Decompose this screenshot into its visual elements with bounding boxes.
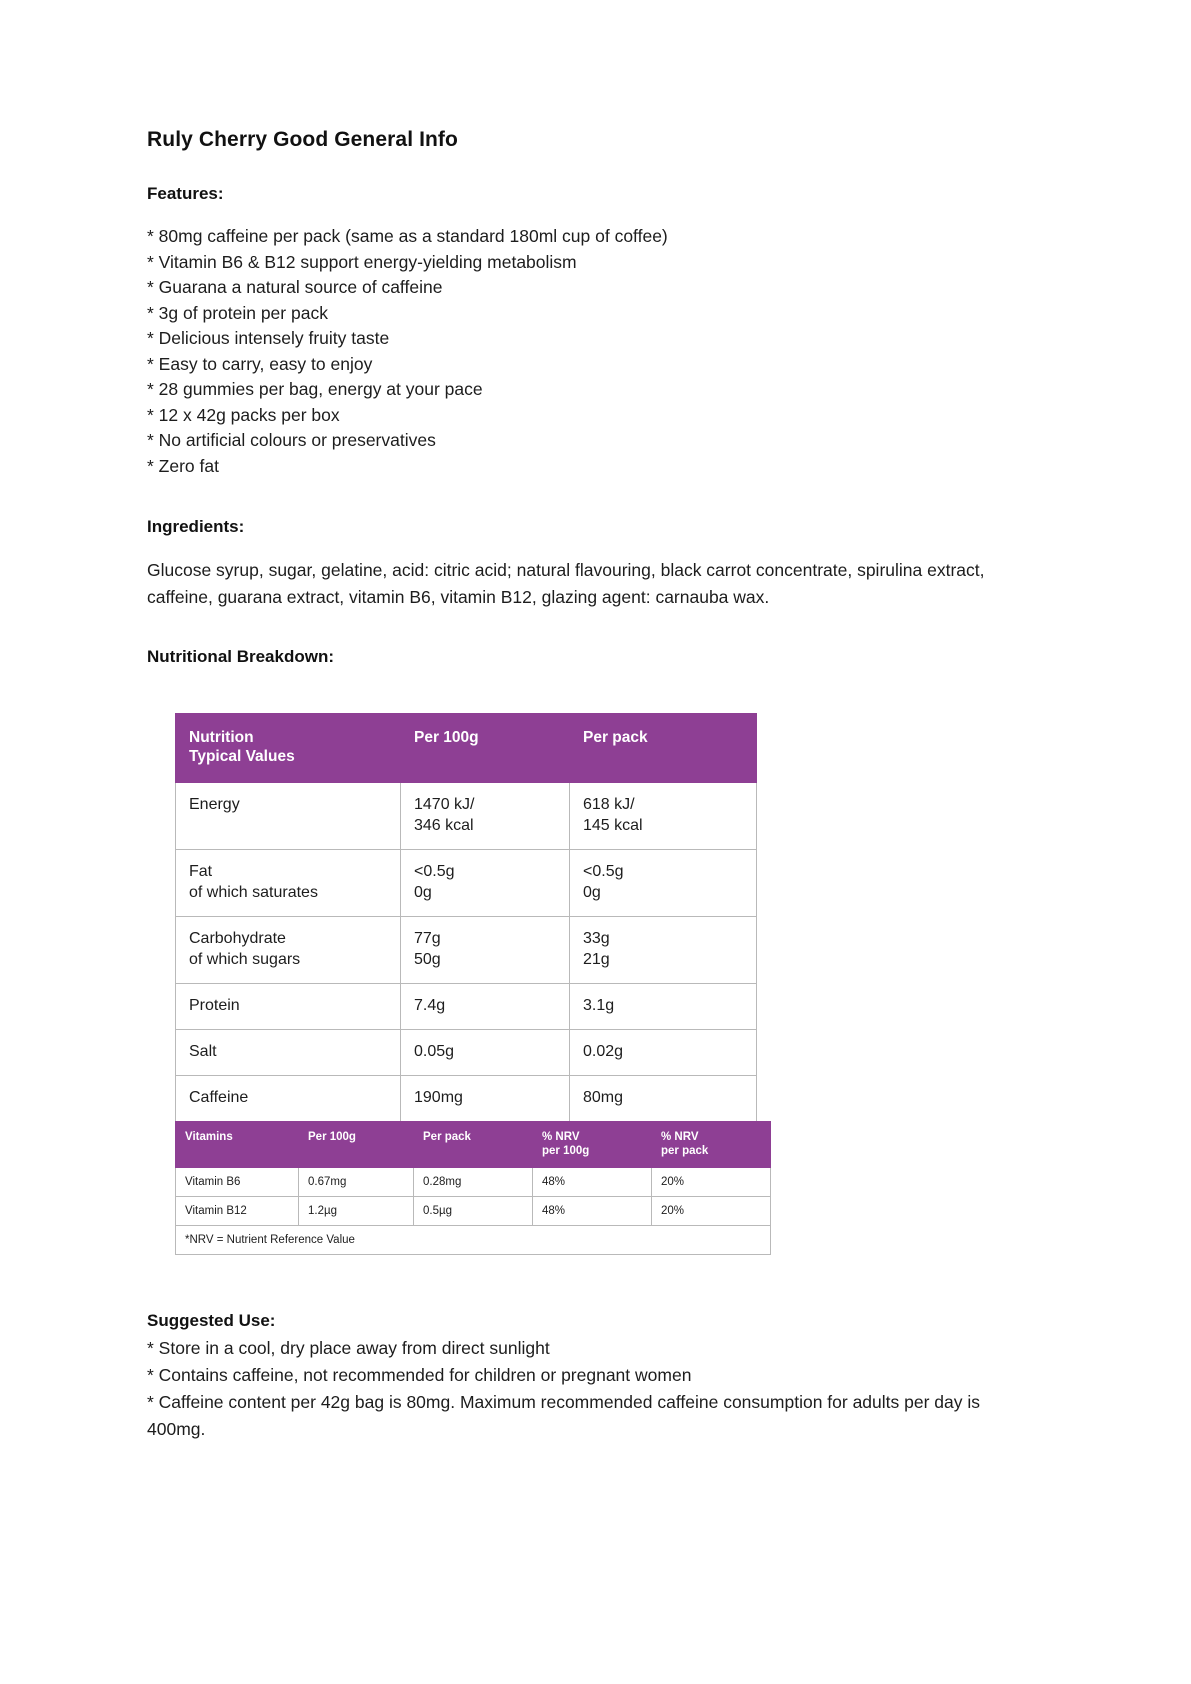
cell-line-1: 618 kJ/ — [583, 796, 635, 813]
cell-per-100g — [401, 917, 570, 984]
cell-per-pack: 3.1g — [570, 984, 757, 1030]
header-line-2: per pack — [661, 1145, 709, 1157]
row-label: Salt — [176, 1030, 401, 1076]
cell-line-1: <0.5g — [414, 863, 455, 880]
cell-per-pack — [570, 850, 757, 917]
list-item: * Store in a cool, dry place away from direct sunlight — [147, 1338, 550, 1358]
nutrition-table — [175, 713, 757, 1122]
row-label-line-2: of which sugars — [189, 951, 301, 968]
table-row — [176, 1030, 757, 1076]
vitamins-table-head — [176, 1122, 771, 1168]
cell-line-1: 77g — [414, 930, 441, 947]
row-label: Protein — [176, 984, 401, 1030]
cell-line-2: 145 kcal — [583, 817, 643, 834]
cell-per-100g — [401, 783, 570, 850]
table-row — [176, 783, 757, 850]
column-header-per-pack: Per pack — [570, 714, 757, 783]
cell-per-100g: 190mg — [401, 1076, 570, 1122]
cell-per-100g: 0.05g — [401, 1030, 570, 1076]
list-item: * 80mg caffeine per pack (same as a standard 180ml cup of coffee) — [147, 226, 668, 246]
vitamin-nrv-100g: 48% — [533, 1197, 652, 1226]
vitamin-per-pack: 0.5µg — [414, 1197, 533, 1226]
column-header-per-pack: Per pack — [414, 1122, 533, 1168]
column-header-nrv-per-pack — [652, 1122, 771, 1168]
features-heading: Features: — [147, 184, 224, 203]
list-item: * 3g of protein per pack — [147, 302, 328, 323]
cell-per-pack: 0.02g — [570, 1030, 757, 1076]
row-label-line-1: Carbohydrate — [189, 930, 286, 947]
list-item: * 28 gummies per bag, energy at your pace — [147, 379, 483, 399]
nutrition-table-wrapper — [175, 713, 709, 1255]
nutrition-heading: Nutritional Breakdown: — [147, 647, 335, 666]
list-item: * Contains caffeine, not recommended for children or pregnant women — [147, 1365, 692, 1385]
row-label — [176, 917, 401, 984]
list-item: * No artificial colours or preservatives — [147, 430, 436, 450]
vitamin-nrv-pack: 20% — [652, 1197, 771, 1226]
table-row — [176, 917, 757, 984]
cell-line-2: 21g — [583, 951, 610, 968]
list-item: * Guarana a natural source of caffeine — [147, 277, 443, 297]
nutrition-table-head — [176, 714, 757, 783]
vitamin-per-100g: 0.67mg — [299, 1168, 414, 1197]
cell-per-100g — [401, 850, 570, 917]
vitamin-name: Vitamin B6 — [176, 1168, 299, 1197]
row-label — [176, 850, 401, 917]
cell-line-1: 33g — [583, 930, 610, 947]
suggested-use-section — [147, 1311, 1047, 1443]
cell-line-1: <0.5g — [583, 863, 624, 880]
vitamin-nrv-100g: 48% — [533, 1168, 652, 1197]
cell-per-pack: 80mg — [570, 1076, 757, 1122]
table-footnote-row — [176, 1226, 771, 1255]
cell-line-2: 346 kcal — [414, 817, 474, 834]
cell-per-100g: 7.4g — [401, 984, 570, 1030]
cell-per-pack — [570, 917, 757, 984]
vitamin-per-100g: 1.2µg — [299, 1197, 414, 1226]
document-content — [147, 128, 1047, 1443]
column-header-typical-values — [176, 714, 401, 783]
vitamins-table-body — [176, 1168, 771, 1255]
nutrition-table-body — [176, 783, 757, 1122]
table-row — [176, 1197, 771, 1226]
page-title: Ruly Cherry Good General Info — [147, 128, 458, 151]
row-label — [176, 783, 401, 850]
features-list — [147, 224, 1047, 479]
table-row — [176, 1076, 757, 1122]
column-header-per-100g: Per 100g — [299, 1122, 414, 1168]
cell-line-2: 0g — [414, 884, 432, 901]
vitamin-name: Vitamin B12 — [176, 1197, 299, 1226]
row-label-line-1: Energy — [189, 796, 240, 813]
list-item: * Zero fat — [147, 455, 219, 476]
row-label-line-1: Fat — [189, 863, 213, 880]
cell-per-pack — [570, 783, 757, 850]
header-line-2: per 100g — [542, 1145, 590, 1157]
table-header-row — [176, 714, 757, 783]
list-item: * Easy to carry, easy to enjoy — [147, 353, 373, 374]
list-item: * Caffeine content per 42g bag is 80mg. Maximum recommended caffeine consumption for adults per day is 400mg. — [147, 1392, 981, 1439]
table-header-row — [176, 1122, 771, 1168]
table-row — [176, 984, 757, 1030]
header-line-1: % NRV — [542, 1131, 580, 1143]
ingredients-heading: Ingredients: — [147, 517, 245, 536]
suggested-use-heading: Suggested Use: — [147, 1311, 276, 1330]
cell-line-2: 50g — [414, 951, 441, 968]
column-header-vitamins: Vitamins — [176, 1122, 299, 1168]
table-row — [176, 1168, 771, 1197]
column-header-nrv-per-100g — [533, 1122, 652, 1168]
header-line-1: Nutrition — [189, 729, 254, 746]
column-header-per-100g: Per 100g — [401, 714, 570, 783]
ingredients-text: Glucose syrup, sugar, gelatine, acid: citric acid; natural flavouring, black carrot concentrate, spirulina extract, caffeine, guarana extract, vitamin B6, vitamin B12, glazing agent: carnauba wax. — [147, 560, 985, 607]
table-row — [176, 850, 757, 917]
vitamins-table — [175, 1121, 771, 1255]
list-item: * Vitamin B6 & B12 support energy-yielding metabolism — [147, 251, 577, 272]
list-item: * 12 x 42g packs per box — [147, 404, 340, 425]
suggested-use-list — [147, 1335, 1047, 1443]
vitamin-per-pack: 0.28mg — [414, 1168, 533, 1197]
cell-line-1: 1470 kJ/ — [414, 796, 475, 813]
nrv-footnote: *NRV = Nutrient Reference Value — [176, 1226, 771, 1255]
list-item: * Delicious intensely fruity taste — [147, 328, 390, 348]
header-line-1: % NRV — [661, 1131, 699, 1143]
row-label-line-2: of which saturates — [189, 884, 318, 901]
vitamin-nrv-pack: 20% — [652, 1168, 771, 1197]
row-label: Caffeine — [176, 1076, 401, 1122]
cell-line-2: 0g — [583, 884, 601, 901]
header-line-2: Typical Values — [189, 748, 295, 765]
